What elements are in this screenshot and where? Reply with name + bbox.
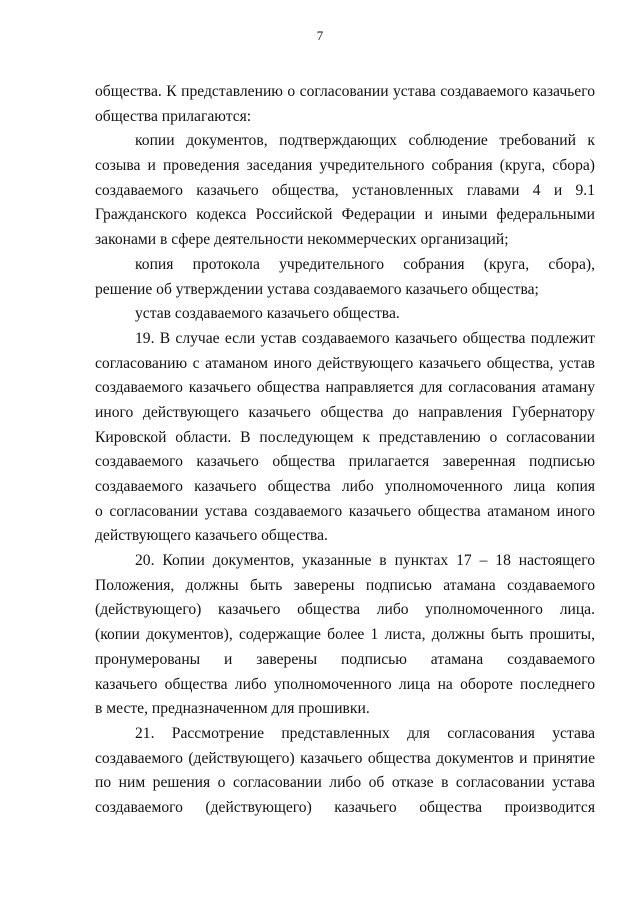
- text-line: создаваемого (действующего) казачьего общества производится: [95, 798, 595, 816]
- text-line: действующего казачьего общества.: [95, 527, 328, 545]
- text-line: устав создаваемого казачьего общества.: [135, 305, 400, 323]
- text-line: Гражданского кодекса Российской Федерации и иными федеральными: [95, 206, 595, 224]
- text-line: общества прилагаются:: [95, 107, 252, 125]
- text-line: создаваемого казачьего общества либо уполномоченного лица копия: [95, 478, 595, 495]
- text-line: Положения, должны быть заверены подписью атамана создаваемого: [95, 576, 595, 594]
- text-line: (действующего) казачьего общества либо уполномоченного лица.: [95, 601, 595, 619]
- text-line: казачьего общества либо уполномоченного лица на обороте последнего: [95, 675, 595, 693]
- text-line: решение об утверждении устава создаваемого казачьего общества;: [95, 280, 539, 298]
- text-line: создаваемого казачьего общества направляется для согласования атаману: [95, 379, 595, 397]
- text-line: (копии документов), содержащие более 1 листа, должны быть прошиты,: [95, 626, 595, 644]
- text-line: иного действующего казачьего общества до направления Губернатору: [95, 403, 595, 421]
- text-line: 20. Копии документов, указанные в пунктах 17 – 18 настоящего: [135, 552, 595, 570]
- text-line: создаваемого казачьего общества, установленных главами 4 и 9.1: [95, 181, 595, 199]
- text-line: законами в сфере деятельности некоммерческих организаций;: [95, 231, 509, 249]
- text-line: в месте, предназначенном для прошивки.: [95, 700, 370, 718]
- text-line: пронумерованы и заверены подписью атамана создаваемого: [95, 650, 595, 668]
- text-line: Кировской области. В последующем к представлению о согласовании: [95, 428, 595, 446]
- text-line: копия протокола учредительного собрания (круга, сбора),: [135, 255, 595, 273]
- text-line: 19. В случае если устав создаваемого казачьего общества подлежит: [135, 329, 595, 347]
- body-text: [95, 80, 595, 821]
- page-number: 7: [316, 28, 324, 43]
- text-line: согласованию с атаманом иного действующего казачьего общества, устав: [95, 354, 595, 372]
- text-line: 21. Рассмотрение представленных для согласования устава: [135, 724, 595, 742]
- text-line: копии документов, подтверждающих соблюдение требований к: [135, 132, 595, 150]
- text-line: о согласовании устава создаваемого казачьего общества атаманом иного: [95, 502, 595, 520]
- text-line: общества. К представлению о согласовании устава создаваемого казачьего: [95, 83, 595, 100]
- text-line: создаваемого (действующего) казачьего общества документов и принятие: [95, 749, 595, 767]
- text-line: по ним решения о согласовании либо об отказе в согласовании устава: [95, 774, 595, 792]
- text-line: созыва и проведения заседания учредительного собрания (круга, сбора): [95, 157, 595, 175]
- text-line: создаваемого казачьего общества прилагается заверенная подписью: [95, 453, 595, 471]
